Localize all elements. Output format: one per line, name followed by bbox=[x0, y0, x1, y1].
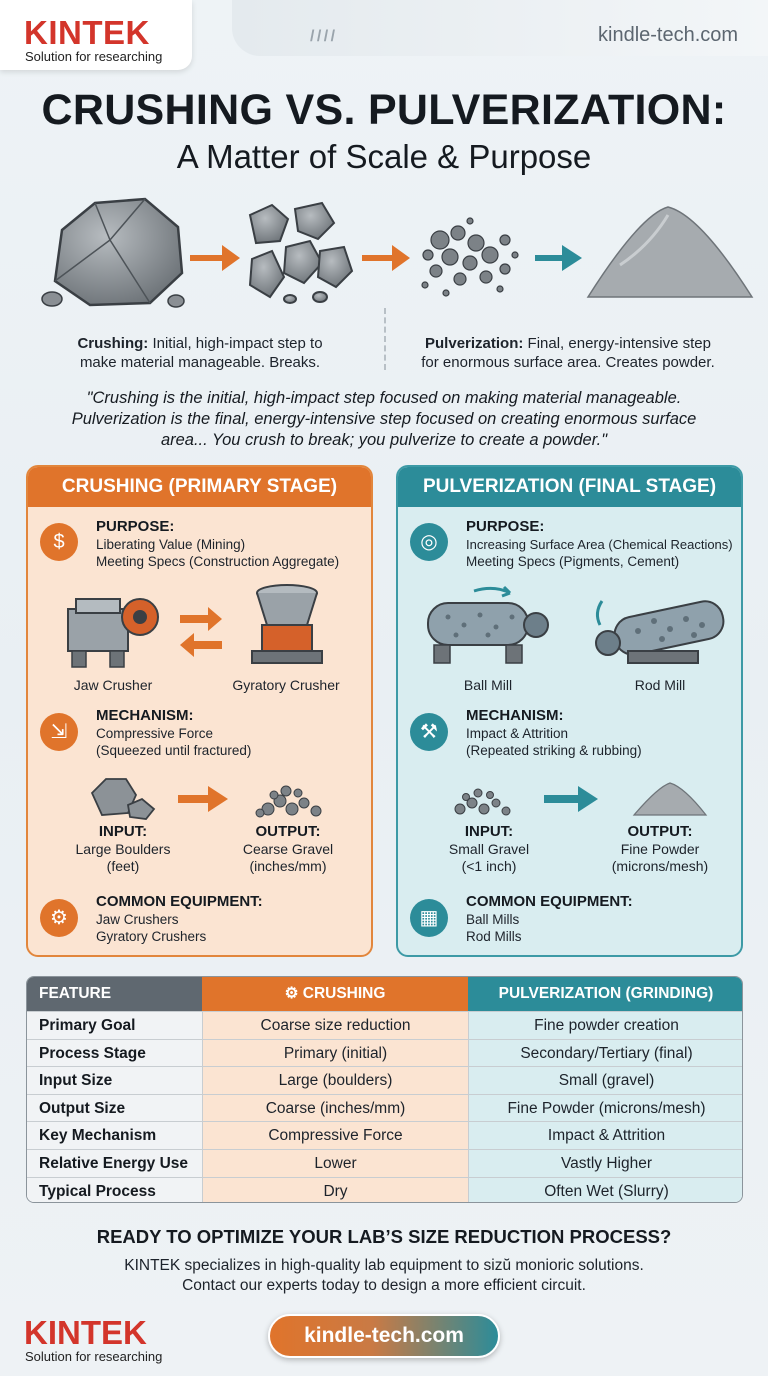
table-header-feature: FEATURE bbox=[27, 977, 202, 1011]
equipment-gear-icon: ⚙ bbox=[40, 899, 78, 937]
mill-machines-illustration bbox=[414, 581, 734, 671]
crushing-output-title: OUTPUT: bbox=[255, 823, 321, 840]
table-row bbox=[27, 1066, 743, 1094]
crushing-equipment-title: COMMON EQUIPMENT: bbox=[96, 893, 263, 910]
table-header-crushing: ⚙ CRUSHING bbox=[202, 977, 468, 1011]
table-cell-feature: Output Size bbox=[27, 1095, 202, 1122]
table-cell-pulverization: Small (gravel) bbox=[468, 1067, 743, 1094]
ball-mill-icon bbox=[428, 587, 548, 663]
table-cell-crushing: Primary (initial) bbox=[202, 1040, 468, 1067]
caption-divider bbox=[384, 308, 386, 370]
table-cell-feature: Key Mechanism bbox=[27, 1122, 202, 1149]
cta-text: KINTEK specializes in high-quality lab equipment to sizŭ monioric solutions. Contact our experts today to design a more efficient circuit. bbox=[124, 1257, 644, 1294]
process-illustration bbox=[0, 185, 768, 310]
pulverization-equipment-2: Rod Mills bbox=[466, 929, 522, 944]
pulverization-purpose-title: PURPOSE: bbox=[466, 518, 545, 535]
table-cell-crushing: Coarse size reduction bbox=[202, 1012, 468, 1039]
pulverization-input-1: Small Gravel bbox=[448, 841, 530, 857]
crushing-purpose-2: Meeting Specs (Construction Aggregate) bbox=[96, 554, 340, 569]
pulverization-input-2: (<1 inch) bbox=[461, 858, 517, 874]
table-cell-crushing: Dry bbox=[202, 1178, 468, 1203]
table-cell-feature: Typical Process bbox=[27, 1178, 202, 1203]
crushing-purpose-1: Liberating Value (Mining) bbox=[96, 537, 246, 552]
crushing-output-1: Cearse Gravel bbox=[242, 841, 334, 857]
compress-arrows-icon: ⇲ bbox=[40, 713, 78, 751]
table-row bbox=[27, 1149, 743, 1177]
gravel-icon bbox=[422, 218, 518, 296]
table-cell-pulverization: Fine Powder (microns/mesh) bbox=[468, 1095, 743, 1122]
crushing-card-title: CRUSHING (PRIMARY STAGE) bbox=[28, 467, 371, 507]
summary-quote: "Crushing is the initial, high-impact step focused on making material manageable. Pulverization is the final, energy-intensive step focused on creating enormous surface area... You crush to break; you pulverize to create a powder." bbox=[71, 389, 697, 449]
decorative-slashes: / / / / bbox=[310, 28, 335, 45]
brand-logo-footer[interactable]: KINTEK bbox=[24, 1314, 147, 1351]
pulverization-io-illustration bbox=[448, 771, 708, 821]
pulverization-purpose-1: Increasing Surface Area (Chemical Reactions) bbox=[466, 537, 733, 552]
jaw-crusher-label: Jaw Crusher bbox=[73, 677, 153, 693]
arrow-right-icon bbox=[190, 245, 240, 271]
arrow-right-icon bbox=[362, 245, 410, 271]
crushing-io-illustration bbox=[84, 771, 334, 821]
broken-rocks-icon bbox=[250, 203, 352, 303]
crushing-mechanism-2: (Squeezed until fractured) bbox=[96, 743, 252, 758]
gravel-icon bbox=[256, 786, 321, 817]
crushing-equipment-1: Jaw Crushers bbox=[96, 912, 179, 927]
pulverization-card bbox=[396, 465, 743, 957]
pulverization-equipment-1: Ball Mills bbox=[466, 912, 520, 927]
table-cell-pulverization: Secondary/Tertiary (final) bbox=[468, 1040, 743, 1067]
cta-title: READY TO OPTIMIZE YOUR LAB’S SIZE REDUCTION PROCESS? bbox=[96, 1226, 672, 1247]
arrow-right-icon bbox=[544, 786, 598, 812]
crushing-output-2: (inches/mm) bbox=[249, 858, 327, 874]
pulverization-mechanism-1: Impact & Attrition bbox=[466, 726, 569, 741]
table-cell-crushing: Lower bbox=[202, 1150, 468, 1177]
crushing-mechanism-1: Compressive Force bbox=[96, 726, 214, 741]
boulder-icon bbox=[42, 199, 184, 307]
table-header-pulverization: PULVERIZATION (GRINDING) bbox=[468, 977, 743, 1011]
pulverization-output-1: Fine Powder bbox=[620, 841, 700, 857]
table-cell-feature: Process Stage bbox=[27, 1040, 202, 1067]
powder-pile-icon bbox=[634, 783, 706, 815]
powder-pile-icon bbox=[588, 207, 752, 297]
crusher-icon: ⚙ bbox=[284, 985, 303, 1002]
table-row bbox=[27, 1121, 743, 1149]
table-cell-feature: Relative Energy Use bbox=[27, 1150, 202, 1177]
rod-mill-label: Rod Mill bbox=[634, 677, 686, 693]
crushing-mechanism-title: MECHANISM: bbox=[96, 707, 194, 724]
gyratory-crusher-icon bbox=[252, 585, 322, 663]
crushing-purpose-title: PURPOSE: bbox=[96, 518, 175, 535]
site-link-top[interactable]: kindle-tech.com bbox=[598, 24, 739, 46]
crushing-input-title: INPUT: bbox=[98, 823, 148, 840]
gyratory-crusher-label: Gyratory Crusher bbox=[232, 677, 340, 693]
table-row bbox=[27, 1177, 743, 1203]
pulverization-output-2: (microns/mesh) bbox=[611, 858, 709, 874]
crushing-card bbox=[26, 465, 373, 957]
table-cell-feature: Primary Goal bbox=[27, 1012, 202, 1039]
table-cell-pulverization: Fine powder creation bbox=[468, 1012, 743, 1039]
gravel-icon bbox=[455, 789, 510, 815]
hand-coin-icon: $ bbox=[40, 523, 78, 561]
table-cell-crushing: Coarse (inches/mm) bbox=[202, 1095, 468, 1122]
website-button[interactable]: kindle-tech.com bbox=[268, 1314, 500, 1358]
crushing-input-1: Large Boulders bbox=[75, 841, 171, 857]
pulverization-purpose-2: Meeting Specs (Pigments, Cement) bbox=[466, 554, 680, 569]
brand-tagline: Solution for researching bbox=[25, 49, 163, 64]
crushing-equipment-2: Gyratory Crushers bbox=[96, 929, 207, 944]
pulverization-output-title: OUTPUT: bbox=[627, 823, 693, 840]
pulverization-caption: Pulverization: Final, energy-intensive step for enormous surface area. Creates powder. bbox=[421, 335, 715, 371]
swap-arrows-icon bbox=[180, 607, 222, 657]
pulverization-input-title: INPUT: bbox=[464, 823, 514, 840]
pulverization-mechanism-title: MECHANISM: bbox=[466, 707, 564, 724]
mill-drum-icon: ▦ bbox=[410, 899, 448, 937]
pulverization-equipment-title: COMMON EQUIPMENT: bbox=[466, 893, 633, 910]
pulverization-mechanism-2: (Repeated striking & rubbing) bbox=[466, 743, 642, 758]
arrow-right-icon bbox=[535, 245, 582, 271]
target-icon: ◎ bbox=[410, 523, 448, 561]
page-subtitle: A Matter of Scale & Purpose bbox=[176, 138, 592, 175]
ball-mill-label: Ball Mill bbox=[463, 677, 513, 693]
rod-mill-icon bbox=[596, 598, 727, 663]
table-cell-pulverization: Vastly Higher bbox=[468, 1150, 743, 1177]
table-cell-pulverization: Impact & Attrition bbox=[468, 1122, 743, 1149]
jaw-crusher-icon bbox=[68, 599, 158, 667]
pulverization-card-title: PULVERIZATION (FINAL STAGE) bbox=[398, 467, 741, 507]
table-cell-crushing: Large (boulders) bbox=[202, 1067, 468, 1094]
boulder-icon bbox=[92, 779, 154, 819]
page-title: CRUSHING VS. PULVERIZATION: bbox=[41, 86, 727, 134]
table-cell-pulverization: Often Wet (Slurry) bbox=[468, 1178, 743, 1203]
table-cell-crushing: Compressive Force bbox=[202, 1122, 468, 1149]
brand-logo[interactable]: KINTEK bbox=[24, 14, 150, 51]
crusher-machines-illustration bbox=[62, 581, 352, 671]
hammer-impact-icon: ⚒ bbox=[410, 713, 448, 751]
table-row bbox=[27, 1011, 743, 1039]
table-row bbox=[27, 1039, 743, 1067]
comparison-table bbox=[26, 976, 743, 1203]
brand-tagline-footer: Solution for researching bbox=[25, 1349, 163, 1364]
crushing-caption: Crushing: Initial, high-impact step to make material manageable. Breaks. bbox=[77, 335, 323, 371]
table-row bbox=[27, 1094, 743, 1122]
crushing-input-2: (feet) bbox=[106, 858, 140, 874]
table-cell-feature: Input Size bbox=[27, 1067, 202, 1094]
arrow-right-icon bbox=[178, 786, 228, 812]
